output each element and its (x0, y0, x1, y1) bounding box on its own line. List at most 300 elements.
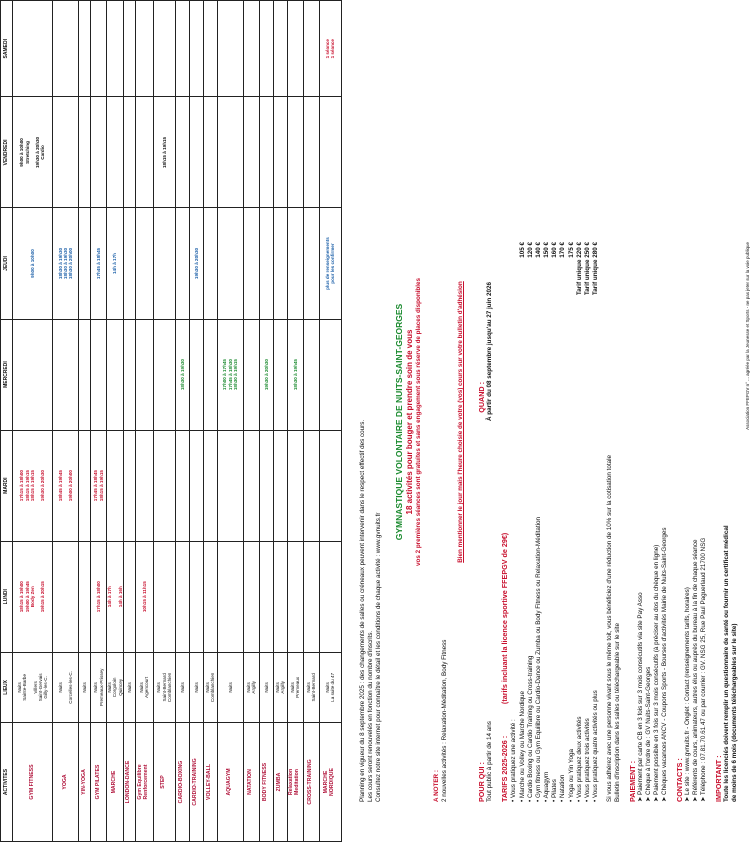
schedule-cell-tue (135, 430, 153, 541)
tarif-row (519, 242, 527, 802)
schedule-cell-wed (135, 319, 153, 430)
schedule-cell-wed (79, 319, 91, 430)
column-header-lieux: LIEUX (1, 652, 13, 722)
schedule-cell-tue (217, 430, 243, 541)
place-cell (259, 652, 273, 722)
schedule-cell-mon (175, 541, 189, 652)
schedule-cell-mon (79, 541, 91, 652)
schedule-cell-fri (53, 97, 79, 208)
cell-line: Nuits (306, 682, 312, 693)
cell-line: Premeaux (295, 676, 301, 698)
place-cell (189, 652, 203, 722)
activity-cell (107, 723, 124, 842)
schedule-cell-sat (123, 1, 135, 97)
schedule-cell-fri (79, 97, 91, 208)
schedule-cell-fri (287, 97, 303, 208)
cell-line: 17h15 à 18h00 (19, 470, 25, 502)
paiement-list (637, 42, 670, 802)
cell-line: 18h30 à 19h30 (62, 247, 68, 280)
schedule-cell-thu (287, 208, 303, 319)
schedule-cell-tue (123, 430, 135, 541)
schedule-cell-wed (319, 319, 341, 430)
tarif-label: • Vous pratiquez deux activités (575, 716, 583, 802)
schedule-cell-tue (203, 430, 217, 541)
cell-line: CARDIO-TRAINING (192, 758, 199, 806)
cell-line: 1 séance (325, 39, 331, 59)
a-noter-label: A NOTER : (433, 770, 441, 802)
cell-line: Sainte-Barbe (21, 673, 27, 701)
schedule-cell-mon (273, 541, 287, 652)
cell-line: Saint-Bernard (311, 673, 317, 702)
footer-note: Association FFEPGV n° ... agréée par la Jeunesse et Sports - ne pas jeter sur la voie publique (745, 242, 751, 430)
activity-cell (287, 723, 303, 842)
schedule-cell-sat (189, 1, 203, 97)
table-row (203, 1, 217, 842)
cell-line: Villers (32, 681, 38, 694)
cell-line: 9h00 à 10h00 (29, 249, 35, 278)
schedule-cell-wed (107, 319, 124, 430)
cell-line: 18h15 à 19h15 (29, 470, 35, 502)
schedule-cell-fri (13, 97, 53, 208)
cell-line: 18h30 à 19h30 (179, 359, 185, 391)
tarif-row (559, 242, 567, 802)
cell-line: GYM PILATES (94, 764, 101, 800)
table-row (217, 1, 243, 842)
schedule-cell-fri (243, 97, 259, 208)
cell-line: Nuits (193, 682, 199, 693)
reduction-text: Si vous adhérez avec une personne vivant sous le même toit, vous bénéficiez d'une réduction de 10% sur la cotisation totale (606, 454, 614, 802)
schedule-cell-wed (175, 319, 189, 430)
schedule-cell-sat (203, 1, 217, 97)
activity-cell (243, 723, 259, 842)
schedule-cell-tue (303, 430, 319, 541)
activity-cell (123, 723, 135, 842)
schedule-cell-sat (107, 1, 124, 97)
activity-cell (189, 723, 203, 842)
tarif-price: Tarif unique 250 € (583, 242, 591, 296)
table-row (79, 1, 91, 842)
cell-line: 14h à 17h (107, 586, 112, 608)
cell-line: 17h45 à 18h30 (227, 359, 233, 391)
tarif-price: Tarif unique 280 € (592, 242, 600, 296)
tarif-row (568, 242, 576, 802)
table-row (319, 1, 341, 842)
schedule-cell-wed (13, 319, 53, 430)
cell-line: AQUAGYM (226, 768, 233, 796)
column-header-mercredi: MERCREDI (1, 319, 13, 430)
activity-cell (319, 723, 341, 842)
place-cell (13, 652, 53, 722)
pour-qui-label: POUR QUI : (476, 762, 486, 802)
cell-line: Nuits (16, 682, 22, 693)
contact-item: ➤ Le site : www.gvnuits.fr - Onglet : Contact (renseignements tarifs, horaires) (683, 587, 691, 802)
cell-line: 18h30 à 19h15 (232, 359, 238, 391)
activity-cell (135, 723, 153, 842)
schedule-cell-fri (217, 97, 243, 208)
schedule-cell-thu (203, 208, 217, 319)
table-row (189, 1, 203, 842)
schedule-cell-tue (287, 430, 303, 541)
cell-line: CROSS-TRAINING (307, 759, 314, 805)
cell-line: Corcelles-les-C. (68, 671, 74, 704)
cell-line: Nuits (107, 682, 112, 693)
schedule-cell-fri (107, 97, 124, 208)
place-cell (217, 652, 243, 722)
cell-line: 19h15 à 20h15 (40, 581, 46, 613)
schedule-cell-sat (303, 1, 319, 97)
schedule-cell-sat (175, 1, 189, 97)
place-cell (53, 652, 79, 722)
cell-line: Nuits (246, 682, 252, 693)
cell-line: 18h30 à 19h45 (292, 359, 298, 391)
tarif-label: • Yoga ou Yin Yoga (567, 749, 575, 802)
cell-line: NATATION (247, 769, 254, 795)
place-cell (135, 652, 153, 722)
cell-line: Nuits (325, 682, 331, 693)
table-row (107, 1, 124, 842)
activity-cell (273, 723, 287, 842)
tarifs-note: (tarifs incluant la licence sportive FFEPGV de 29€) (500, 532, 510, 705)
cell-line: Saint-Gervais (37, 673, 43, 702)
cell-line: CARDIO-BOXING (178, 760, 185, 804)
cell-line: Relaxation (288, 768, 295, 796)
schedule-cell-mon (259, 541, 273, 652)
bulletin-text: Bulletin d'inscription dans les salles ou téléchargeable sur le site (614, 622, 622, 802)
schedule-cell-mon (287, 541, 303, 652)
tarif-label: • Vous pratiquez quatre activités ou plus (592, 690, 600, 802)
cell-line: 18h15 à 19h00 (19, 581, 25, 613)
schedule-cell-thu (135, 208, 153, 319)
paiement-label: PAIEMENT : (627, 761, 637, 802)
tarif-row (551, 242, 559, 802)
table-row (53, 1, 79, 842)
schedule-table-container (0, 0, 345, 842)
cell-line: VOLLEY-BALL (206, 763, 213, 801)
schedule-cell-fri (319, 97, 341, 208)
schedule-cell-wed (243, 319, 259, 430)
schedule-cell-sat (91, 1, 107, 97)
cell-line: YOGA (61, 774, 68, 790)
tarif-price: 105 € (518, 242, 526, 258)
activity-cell (79, 723, 91, 842)
schedule-cell-mon (53, 541, 79, 652)
cell-line: Saint-Bernard (161, 673, 167, 702)
cell-line: 19h00 à 20h00 (68, 470, 74, 502)
paiement-item: ➤ Chèques vacances ANCV - Coupons Sports - Bourses d'activités Mairie de Nuits-Saint-Georges (661, 527, 669, 802)
cell-line: Nuits (227, 682, 233, 693)
column-header-lundi: LUNDI (1, 541, 13, 652)
schedule-cell-tue (189, 430, 203, 541)
cell-line: 17h45 à 18h45 (93, 470, 99, 502)
tarif-label: • Marche ou Volley ou Marche Nordique (518, 690, 526, 802)
cell-line: Cardio (40, 145, 46, 160)
schedule-cell-sat (259, 1, 273, 97)
activity-cell (53, 723, 79, 842)
schedule-cell-sat (287, 1, 303, 97)
schedule-cell-sat (217, 1, 243, 97)
cell-line: 19h30 à 20h30 (193, 247, 199, 280)
schedule-cell-sat (135, 1, 153, 97)
quand-text: À partir du 08 septembre jusqu'au 27 juin 2026 (486, 282, 493, 422)
important-label: IMPORTANT : (713, 755, 723, 802)
cell-line: 18h15 à 19h15 (24, 470, 30, 502)
cell-line: Quincey (117, 678, 123, 696)
cell-line: MARCHE (110, 770, 117, 794)
important-line-2: de moins de 6 mois (documents téléchargeables sur le site) (731, 623, 739, 802)
cell-line: Gilly-les-C. (43, 676, 49, 699)
place-cell (153, 652, 175, 722)
schedule-cell-mon (135, 541, 153, 652)
place-cell (107, 652, 124, 722)
cell-line: BODY FITNESS (262, 762, 269, 802)
schedule-cell-mon (91, 541, 107, 652)
place-cell (243, 652, 259, 722)
cell-line: 18h30 à 20h00 (68, 247, 74, 280)
place-cell (319, 652, 341, 722)
cell-line: Nuits (290, 682, 296, 693)
contact-item: ➤ Téléphone : 07.81.70.61.47 ou par courrier : GV. NSG 25, Rue Paul Paguerlaud 21700 NSG (700, 537, 708, 802)
schedule-cell-thu (13, 208, 53, 319)
schedule-cell-tue (79, 430, 91, 541)
activity-cell (13, 723, 53, 842)
schedule-cell-wed (287, 319, 303, 430)
table-row (123, 1, 135, 842)
schedule-cell-mon (153, 541, 175, 652)
schedule-cell-tue (91, 430, 107, 541)
activity-cell (259, 723, 273, 842)
tarif-label: • Natation (559, 774, 567, 802)
activity-cell (175, 723, 189, 842)
tarifs-label: TARIFS 2025-2026 : (500, 735, 510, 802)
schedule-cell-fri (303, 97, 319, 208)
quand-label: QUAND : (476, 382, 486, 413)
cell-line: Nuits (205, 682, 211, 693)
column-header-mardi: MARDI (1, 430, 13, 541)
cell-line: GYM FITNESS (28, 764, 35, 800)
tarif-row (527, 242, 535, 802)
schedule-cell-thu (79, 208, 91, 319)
schedule-cell-thu (189, 208, 203, 319)
schedule-table (0, 0, 342, 842)
cell-line: STEP (160, 775, 167, 789)
cell-line: 17h15 à 18h00 (95, 581, 101, 613)
schedule-cell-sat (153, 1, 175, 97)
contacts-list (684, 42, 709, 802)
cell-line: 18h15 à 19h15 (161, 136, 167, 169)
column-header-samedi: SAMEDI (1, 1, 13, 97)
pour-qui-text: Tout public à partir de 14 ans (486, 721, 493, 802)
paiement-item: ➤ Chèque à l'ordre de : GV Nuits-Saint-Georges (645, 666, 653, 802)
schedule-cell-fri (259, 97, 273, 208)
table-row (13, 1, 53, 842)
schedule-cell-fri (153, 97, 175, 208)
place-cell (91, 652, 107, 722)
column-header-jeudi: JEUDI (1, 208, 13, 319)
table-row (287, 1, 303, 842)
cell-line: 19h30 à 20h30 (40, 470, 46, 502)
info-panel (355, 0, 751, 842)
schedule-cell-wed (203, 319, 217, 430)
tarif-price: 120 € (526, 242, 534, 258)
schedule-cell-thu (259, 208, 273, 319)
schedule-cell-thu (243, 208, 259, 319)
cell-line: Nuits (263, 682, 269, 693)
cell-line: Nuits (179, 682, 185, 693)
intro-line-2: Les cours seront renouvelés en fonction du nombre d'inscrits. (367, 630, 375, 802)
cell-line: Nuits (126, 682, 132, 693)
schedule-cell-fri (91, 97, 107, 208)
cell-line: 19h30 à 20h30 (35, 136, 41, 169)
schedule-cell-mon (319, 541, 341, 652)
schedule-cell-thu (107, 208, 124, 319)
intro-line-1: Planning en vigueur du 8 septembre 2025 : des changements de salles ou créneaux peuvent intervenir dans le respect effectif des cours. (359, 419, 366, 802)
schedule-cell-thu (175, 208, 189, 319)
cell-line: YIN-YOGA (80, 769, 87, 795)
cell-line: 1 séance (330, 39, 336, 59)
cell-line: 19h00 à 19h45 (24, 581, 30, 613)
cell-line: 14h à 16h (117, 586, 123, 608)
cell-line: Meditation (294, 769, 301, 795)
cell-line: Nuits (156, 682, 162, 693)
cell-line: Nuits (93, 682, 99, 693)
club-title: GYMNASTIQUE VOLONTAIRE DE NUITS-SAINT-GEORGES (393, 303, 404, 541)
place-cell (175, 652, 189, 722)
cell-line: MARCHE (323, 770, 330, 794)
cell-line: 18h45 à 19h45 (57, 470, 63, 502)
schedule-cell-wed (153, 319, 175, 430)
table-row (259, 1, 273, 842)
activities-title: 18 activités pour bouger et prendre soin de vous (404, 329, 414, 515)
paiement-item: ➤ Paiement possible en 3 fois sur 3 mois consécutifs (à préciser au dos du chèque en ligne) (653, 544, 661, 802)
tarifs-list (510, 242, 600, 802)
tarif-row (535, 242, 543, 802)
table-row (303, 1, 319, 842)
cell-line: 19h30 à 20h30 (263, 359, 269, 391)
cell-line: La suite du 47 (330, 672, 336, 702)
schedule-cell-thu (217, 208, 243, 319)
cell-line: Gym Equilibre (137, 764, 144, 800)
table-row (243, 1, 259, 842)
tarif-row (576, 242, 584, 802)
cell-line: NORDIQUE (329, 768, 336, 796)
cell-line: LONDON-DANCE (125, 760, 132, 804)
cell-line: 18h15 à 19h15 (98, 470, 104, 502)
trial-subtitle: vos 2 premières séances sont gratuites et sans engagement sous réserve de places disponibles (414, 277, 422, 567)
tarif-price: Tarif unique 220 € (575, 242, 583, 296)
cell-line: Nuits (139, 682, 145, 693)
table-row (153, 1, 175, 842)
cell-line: 17h00 à 17h45 (222, 359, 228, 391)
cell-line: Nuits (57, 682, 63, 693)
cell-line: pour les confirmer (330, 243, 336, 284)
tarif-price: 160 € (551, 242, 559, 258)
column-header-vendredi: VENDREDI (1, 97, 13, 208)
cell-line: 10h15 à 11h15 (141, 581, 147, 613)
tarif-label: • Vous pratiquez une activité : (510, 719, 518, 802)
cell-line: Nuits (275, 682, 281, 693)
tarif-label: • Vous pratiquez trois activités (583, 718, 591, 802)
a-noter-text: 2 nouvelles activités : Relaxation-Méditation, Body Fitness (441, 639, 449, 802)
cell-line: 17h45 à 18h45 (95, 247, 101, 280)
schedule-cell-tue (319, 430, 341, 541)
tarif-row (510, 242, 518, 802)
activity-cell (153, 723, 175, 842)
tarif-label: • Aquagym (543, 771, 551, 802)
intro-line-3: Consultez notre site internet pour connaître le détail et les conditions de chaque activité : www.gvnuits.fr (375, 512, 383, 802)
place-cell (287, 652, 303, 722)
cell-line: Argilly (251, 681, 257, 694)
schedule-cell-mon (303, 541, 319, 652)
paiement-item: ➤ Paiement par carte CB en 3 fois sur 3 mois consécutifs via site Pay Asso (636, 592, 644, 802)
schedule-cell-tue (107, 430, 124, 541)
cell-line: Nuits (81, 682, 87, 693)
cell-line: 18h30 à 19h30 (57, 247, 63, 280)
schedule-cell-thu (303, 208, 319, 319)
schedule-cell-thu (123, 208, 135, 319)
cell-line: Stretching (24, 141, 30, 164)
table-body (13, 1, 342, 842)
column-header-activites: ACTIVITES (1, 723, 13, 842)
schedule-cell-wed (303, 319, 319, 430)
tarif-label: • Cardio Boxing ou Cardio Training ou Cross-training (526, 655, 534, 802)
schedule-cell-tue (259, 430, 273, 541)
place-cell (79, 652, 91, 722)
table-row (135, 1, 153, 842)
schedule-cell-fri (175, 97, 189, 208)
cell-line: 9h00 à 10h00 (19, 138, 25, 167)
schedule-cell-mon (107, 541, 124, 652)
table-row (273, 1, 287, 842)
schedule-cell-sat (13, 1, 53, 97)
table-header-row (1, 1, 13, 842)
schedule-cell-sat (79, 1, 91, 97)
cell-line: Premeaux-Prissey (98, 668, 104, 707)
activity-cell (303, 723, 319, 842)
tarif-price: 170 € (559, 242, 567, 258)
schedule-cell-thu (153, 208, 175, 319)
tarif-price: 140 € (534, 242, 542, 258)
schedule-cell-mon (189, 541, 203, 652)
schedule-cell-mon (123, 541, 135, 652)
schedule-cell-thu (53, 208, 79, 319)
activity-cell (217, 723, 243, 842)
schedule-cell-mon (217, 541, 243, 652)
schedule-cell-sat (319, 1, 341, 97)
schedule-cell-wed (259, 319, 273, 430)
schedule-cell-tue (153, 430, 175, 541)
schedule-cell-tue (243, 430, 259, 541)
cell-line: Comblanchien (166, 672, 172, 703)
tarif-price: 150 € (543, 242, 551, 258)
place-cell (303, 652, 319, 722)
table-row (91, 1, 107, 842)
table-row (175, 1, 189, 842)
schedule-cell-tue (273, 430, 287, 541)
cell-line: ZUMBA (276, 772, 283, 792)
activity-cell (91, 723, 107, 842)
cell-line: Comblanchien (210, 672, 216, 703)
place-cell (203, 652, 217, 722)
schedule-cell-tue (53, 430, 79, 541)
schedule-cell-sat (273, 1, 287, 97)
place-cell (123, 652, 135, 722)
tarif-label: • Gym fitness ou Gym Equilibre ou Cardio-Dance ou Zumba ou Body Fitness ou Relaxation-Méditation (534, 517, 542, 802)
tarif-row (592, 242, 600, 802)
schedule-cell-tue (13, 430, 53, 541)
schedule-cell-wed (217, 319, 243, 430)
schedule-cell-wed (189, 319, 203, 430)
cell-line: Corgoloin (112, 677, 118, 698)
